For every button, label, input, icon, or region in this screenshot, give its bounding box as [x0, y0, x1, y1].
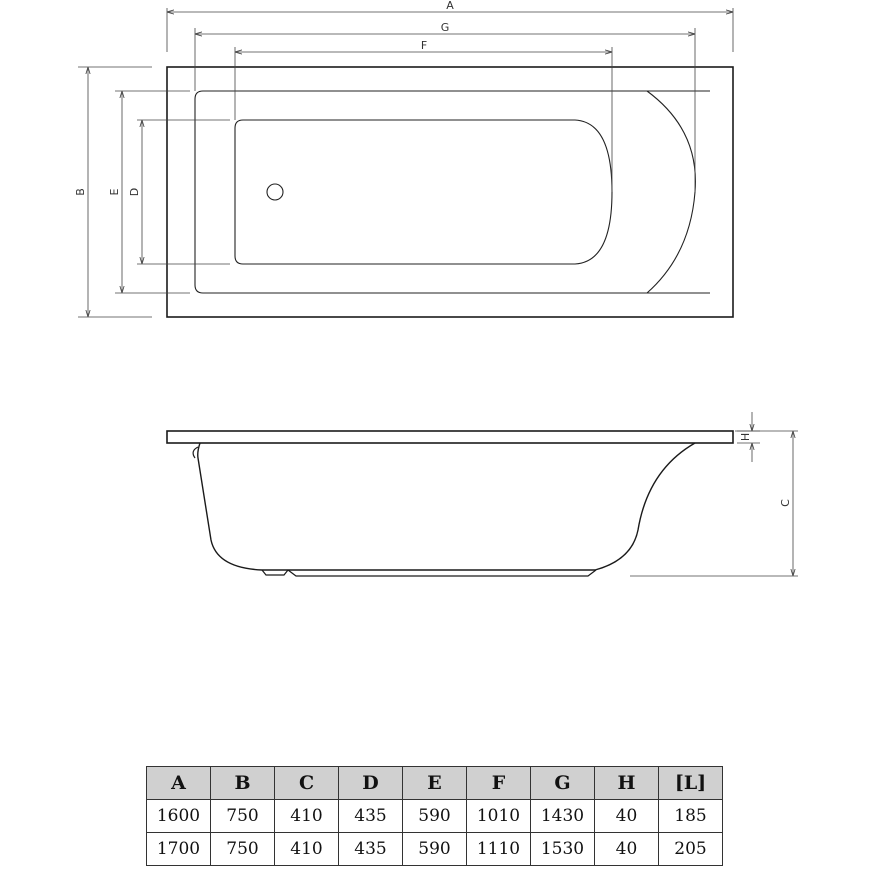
table-cell: 1530: [531, 833, 595, 866]
table-cell: 410: [275, 800, 339, 833]
tub-body-profile: [198, 443, 695, 570]
table-cell: 590: [403, 833, 467, 866]
top-view: [74, 0, 733, 317]
tub-basin: [235, 120, 612, 264]
dimension-label-g: G: [440, 21, 450, 34]
table-cell: 590: [403, 800, 467, 833]
table-cell: 185: [659, 800, 723, 833]
tub-rim-profile: [167, 431, 733, 443]
table-row: [147, 833, 723, 866]
dimension-label-b: B: [74, 188, 87, 196]
header-c: C: [275, 767, 339, 800]
header-h: H: [595, 767, 659, 800]
table-cell: 1010: [467, 800, 531, 833]
table-cell: 1600: [147, 800, 211, 833]
table-cell: 40: [595, 833, 659, 866]
table-cell: 40: [595, 800, 659, 833]
dimensions-table: [146, 766, 723, 866]
header-d: D: [339, 767, 403, 800]
table-cell: 750: [211, 833, 275, 866]
dimension-label-c: C: [779, 499, 792, 507]
drain-hole: [267, 184, 283, 200]
tub-base-strip: [288, 570, 596, 576]
tub-inner-rim: [195, 91, 710, 293]
tub-end-curve: [647, 91, 695, 293]
header-a: A: [147, 767, 211, 800]
table-cell: 1430: [531, 800, 595, 833]
table-cell: 1700: [147, 833, 211, 866]
table-header-row: [147, 767, 723, 800]
header-f: F: [467, 767, 531, 800]
table-cell: 435: [339, 833, 403, 866]
table-row: [147, 800, 723, 833]
header-g: G: [531, 767, 595, 800]
side-view: [167, 412, 798, 576]
dimension-label-e: E: [108, 188, 121, 196]
header-b: B: [211, 767, 275, 800]
header-e: E: [403, 767, 467, 800]
table-cell: 435: [339, 800, 403, 833]
dimension-label-f: F: [420, 39, 428, 52]
table-cell: 750: [211, 800, 275, 833]
table-cell: 1110: [467, 833, 531, 866]
table-cell: 410: [275, 833, 339, 866]
dimension-label-d: D: [128, 187, 141, 197]
dimension-label-h: H: [739, 432, 752, 442]
dimension-label-a: A: [446, 0, 454, 12]
header-volume: [L]: [659, 767, 723, 800]
tub-base-left: [262, 570, 288, 575]
tub-outer-rim: [167, 67, 733, 317]
table-cell: 205: [659, 833, 723, 866]
